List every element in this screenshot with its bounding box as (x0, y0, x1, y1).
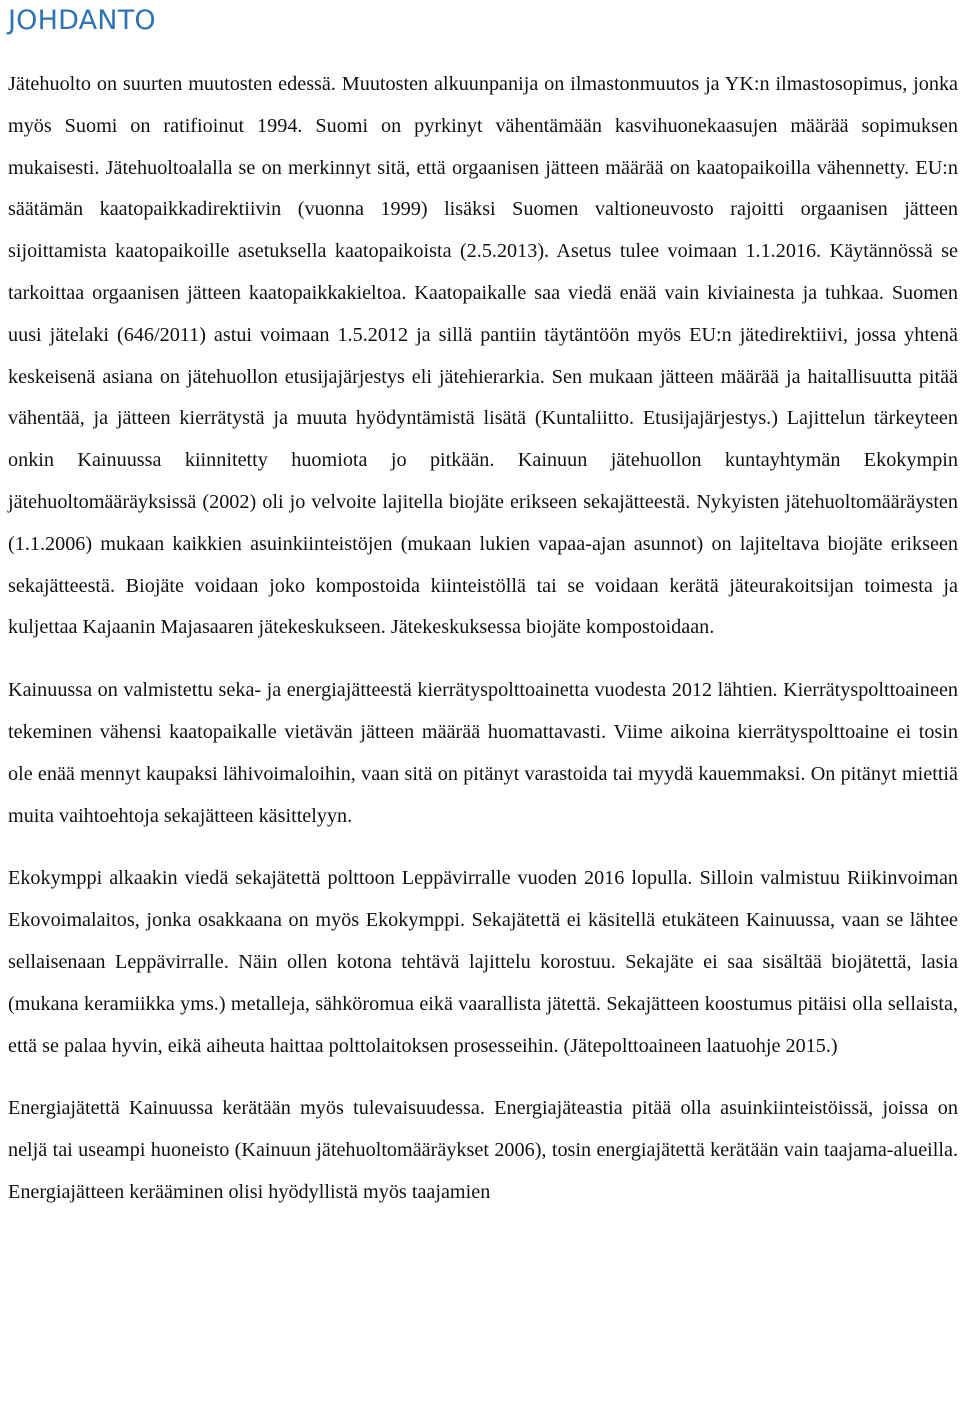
section-heading: JOHDANTO (8, 5, 156, 36)
document-page (8, 0, 958, 1214)
paragraph-incineration: Ekokymppi alkaakin viedä sekajätettä polttoon Leppävirralle vuoden 2016 lopulla. Silloin valmistuu Riikinvoiman Ekovoimalaitos, jonka osakkaana on myös Ekokymppi. Sekajätettä ei käsitellä etukäteen Kainuussa, vaan se lähtee sellaisenaan Leppävirralle. Näin ollen kotona tehtävä lajittelu korostuu. Sekajäte ei saa sisältää biojätettä, lasia (mukana keramiikka yms.) metalleja, sähköromua eikä vaarallista jätettä. Sekajätteen koostumus pitäisi olla sellaista, että se palaa hyvin, eikä aiheuta haittaa polttolaitoksen prosesseihin. (Jätepolttoaineen laatuohje 2015.) (8, 867, 958, 1057)
paragraph-intro: Jätehuolto on suurten muutosten edessä. Muutosten alkuunpanija on ilmastonmuutos ja YK:n ilmastosopimus, jonka myös Suomi on ratifioinut 1994. Suomi on pyrkinyt vähentämään kasvihuonekaasujen määrää sopimuksen mukaisesti. Jätehuoltoalalla se on merkinnyt sitä, että orgaanisen jätteen määrää on kaatopaikoilla vähennetty. EU:n säätämän kaatopaikkadirektiivin (vuonna 1999) lisäksi Suomen valtioneuvosto rajoitti orgaanisen jätteen sijoittamista kaatopaikoille asetuksella kaatopaikoista (2.5.2013). Asetus tulee voimaan 1.1.2016. Käytännössä se tarkoittaa orgaanisen jätteen kaatopaikkakieltoa. Kaatopaikalle saa viedä enää vain kiviainesta ja tuhkaa. Suomen uusi jätelaki (646/2011) astui voimaan 1.5.2012 ja sillä pantiin täytäntöön myös EU:n jätedirektiivi, jossa yhtenä keskeisenä asiana on jätehuollon etusijajärjestys eli jätehierarkia. Sen mukaan jätteen määrää ja haitallisuutta pitää vähentää, ja jätteen kierrätystä ja muuta hyödyntämistä lisätä (Kuntaliitto. Etusijajärjestys.) Lajittelun tärkeyteen onkin Kainuussa kiinnitetty huomiota jo pitkään. Kainuun jätehuollon kuntayhtymän Ekokympin jätehuoltomääräyksissä (2002) oli jo velvoite lajitella biojäte erikseen sekajätteestä. Nykyisten jätehuoltomääräysten (1.1.2006) mukaan kaikkien asuinkiinteistöjen (mukaan lukien vapaa-ajan asunnot) on lajiteltava biojäte erikseen sekajätteestä. Biojäte voidaan joko kompostoida kiinteistöllä tai se voidaan kerätä jäteurakoitsijan toimesta ja kuljettaa Kajaanin Majasaaren jätekeskukseen. Jätekeskuksessa biojäte kompostoidaan. (8, 73, 958, 639)
paragraph-energy-waste: Energiajätettä Kainuussa kerätään myös tulevaisuudessa. Energiajäteastia pitää olla asuinkiinteistöissä, joissa on neljä tai useampi huoneisto (Kainuun jätehuoltomääräykset 2006), tosin energiajätettä kerätään vain taajama-alueilla. Energiajätteen kerääminen olisi hyödyllistä myös taajamien (8, 1097, 958, 1203)
paragraph-fuel: Kainuussa on valmistettu seka- ja energiajätteestä kierrätyspolttoainetta vuodesta 2012 lähtien. Kierrätyspolttoaineen tekeminen vähensi kaatopaikalle vietävän jätteen määrää huomattavasti. Viime aikoina kierrätyspolttoaine ei tosin ole enää mennyt kaupaksi lähivoimaloihin, vaan sitä on pitänyt varastoida tai myydä kauemmaksi. On pitänyt miettiä muita vaihtoehtoja sekajätteen käsittelyyn. (8, 679, 958, 827)
